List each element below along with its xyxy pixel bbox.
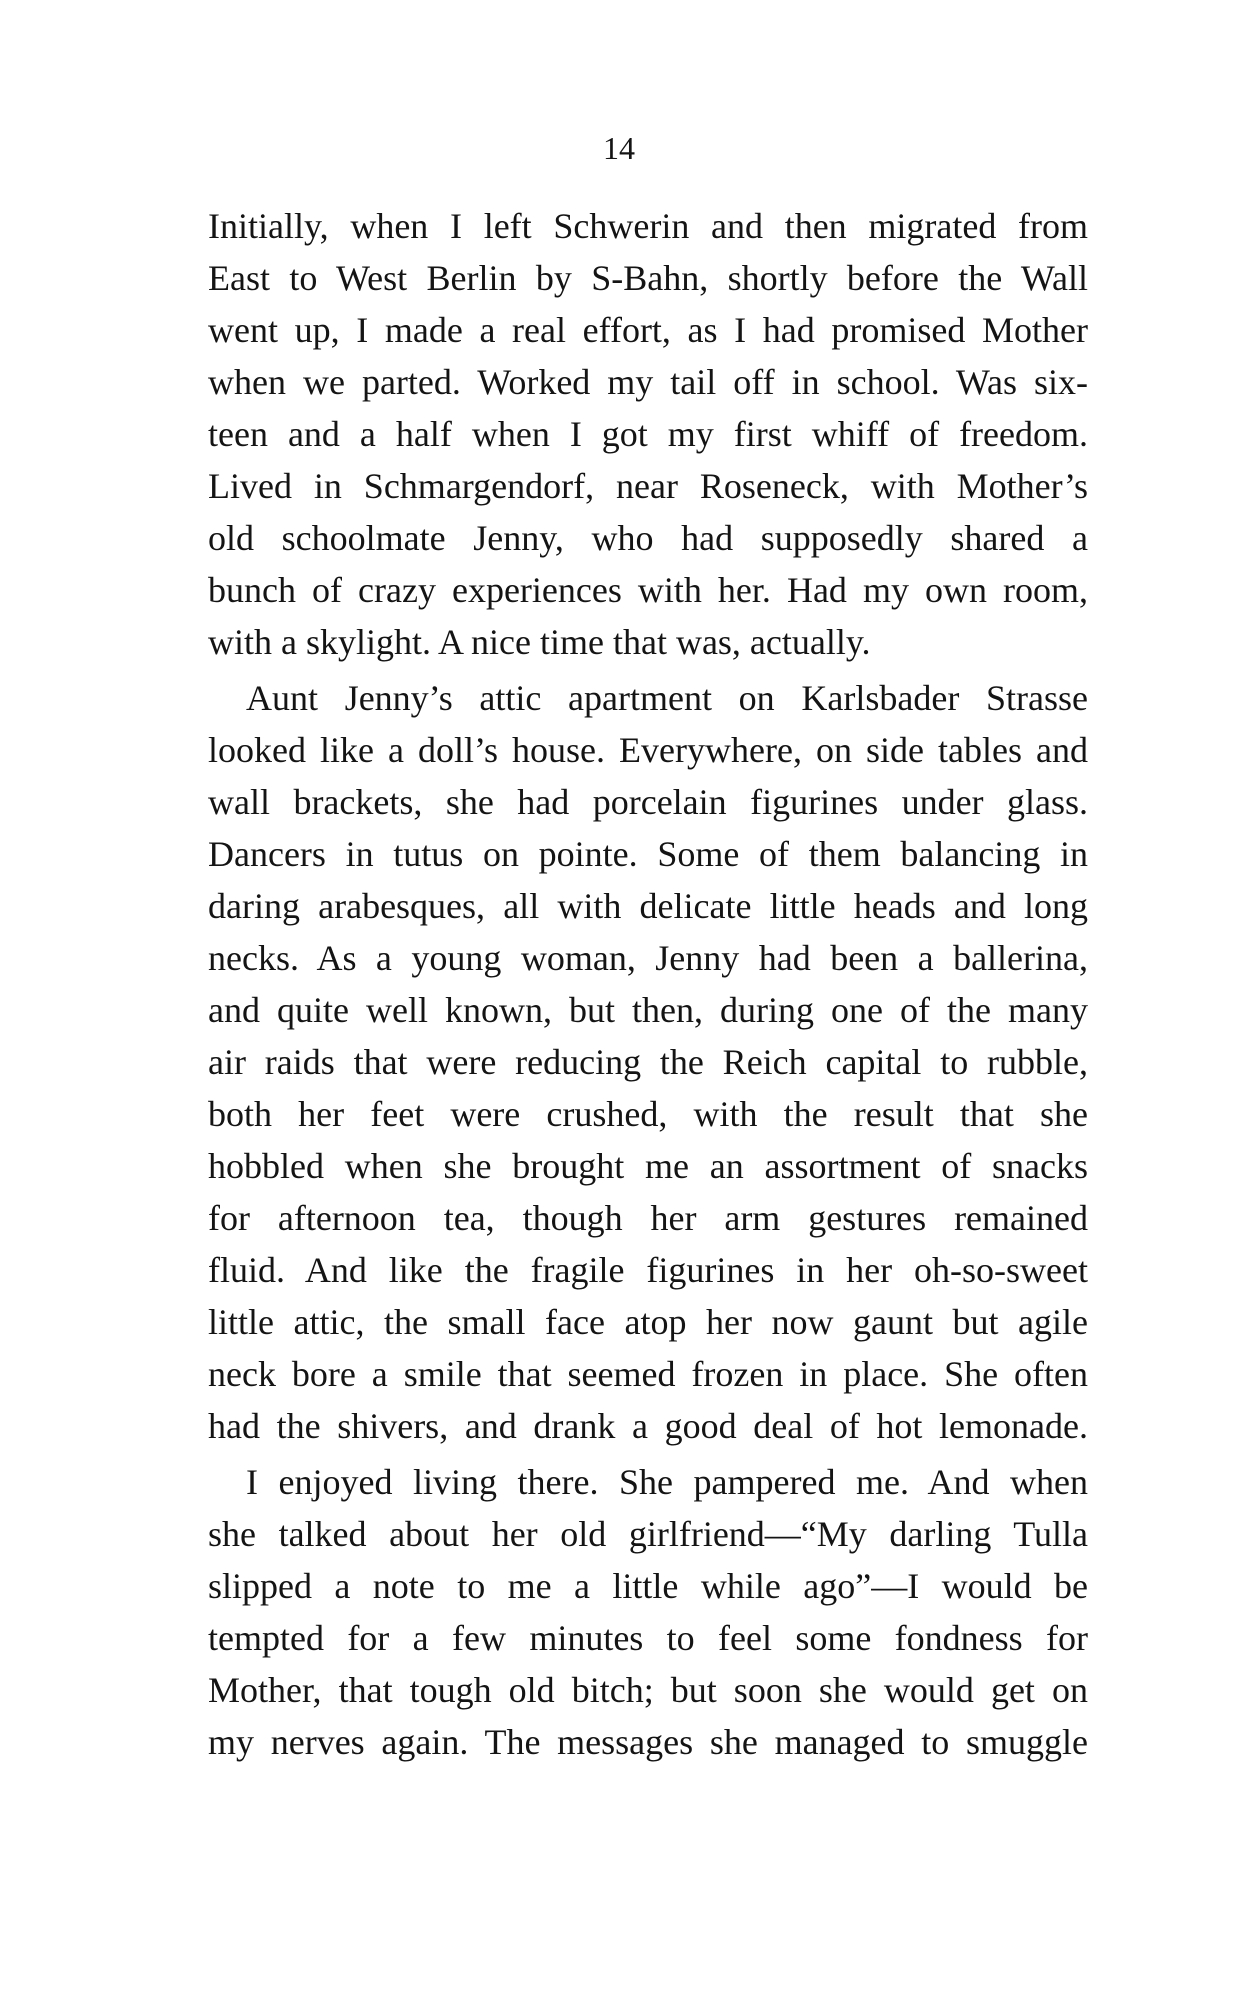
page-number: 14 <box>603 130 635 166</box>
text-line: East to West Berlin by S-Bahn, shortly before the Wall <box>208 258 1088 298</box>
text-line: Initially, when I left Schwerin and then migrated from <box>208 206 1088 246</box>
paragraph-2 <box>208 672 1088 1452</box>
body-text <box>208 200 1088 1768</box>
text-line: bunch of crazy experiences with her. Had my own room, <box>208 570 1088 610</box>
text-line: both her feet were crushed, with the result that she <box>208 1094 1088 1134</box>
text-line: went up, I made a real effort, as I had promised Mother <box>208 310 1088 350</box>
text-line: Mother, that tough old bitch; but soon she would get on <box>208 1670 1088 1710</box>
text-line: she talked about her old girlfriend—“My darling Tulla <box>208 1514 1088 1554</box>
text-line: when we parted. Worked my tail off in school. Was six- <box>208 362 1088 402</box>
text-line: for afternoon tea, though her arm gestures remained <box>208 1198 1088 1238</box>
text-line: daring arabesques, all with delicate little heads and long <box>208 886 1088 926</box>
text-line: I enjoyed living there. She pampered me. And when <box>246 1462 1088 1502</box>
text-line: air raids that were reducing the Reich capital to rubble, <box>208 1042 1088 1082</box>
text-line: with a skylight. A nice time that was, actually. <box>208 622 871 662</box>
text-line: tempted for a few minutes to feel some fondness for <box>208 1618 1088 1658</box>
text-line: old schoolmate Jenny, who had supposedly shared a <box>208 518 1088 558</box>
text-line: Aunt Jenny’s attic apartment on Karlsbader Strasse <box>246 678 1088 718</box>
text-line: slipped a note to me a little while ago”—I would be <box>208 1566 1088 1606</box>
text-line: little attic, the small face atop her now gaunt but agile <box>208 1302 1088 1342</box>
text-line: had the shivers, and drank a good deal of hot lemonade. <box>208 1406 1088 1446</box>
text-line: Lived in Schmargendorf, near Roseneck, with Mother’s <box>208 466 1088 506</box>
text-line: wall brackets, she had porcelain figurines under glass. <box>208 782 1088 822</box>
text-line: hobbled when she brought me an assortment of snacks <box>208 1146 1088 1186</box>
text-line: my nerves again. The messages she managed to smuggle <box>208 1722 1088 1762</box>
paragraph-1 <box>208 200 1088 668</box>
paragraph-3 <box>208 1456 1088 1768</box>
text-line: looked like a doll’s house. Everywhere, on side tables and <box>208 730 1088 770</box>
text-line: fluid. And like the fragile figurines in her oh-so-sweet <box>208 1250 1088 1290</box>
text-line: necks. As a young woman, Jenny had been a ballerina, <box>208 938 1088 978</box>
text-line: and quite well known, but then, during one of the many <box>208 990 1088 1030</box>
text-line: neck bore a smile that seemed frozen in place. She often <box>208 1354 1088 1394</box>
text-line: Dancers in tutus on pointe. Some of them balancing in <box>208 834 1088 874</box>
text-line: teen and a half when I got my first whiff of freedom. <box>208 414 1088 454</box>
